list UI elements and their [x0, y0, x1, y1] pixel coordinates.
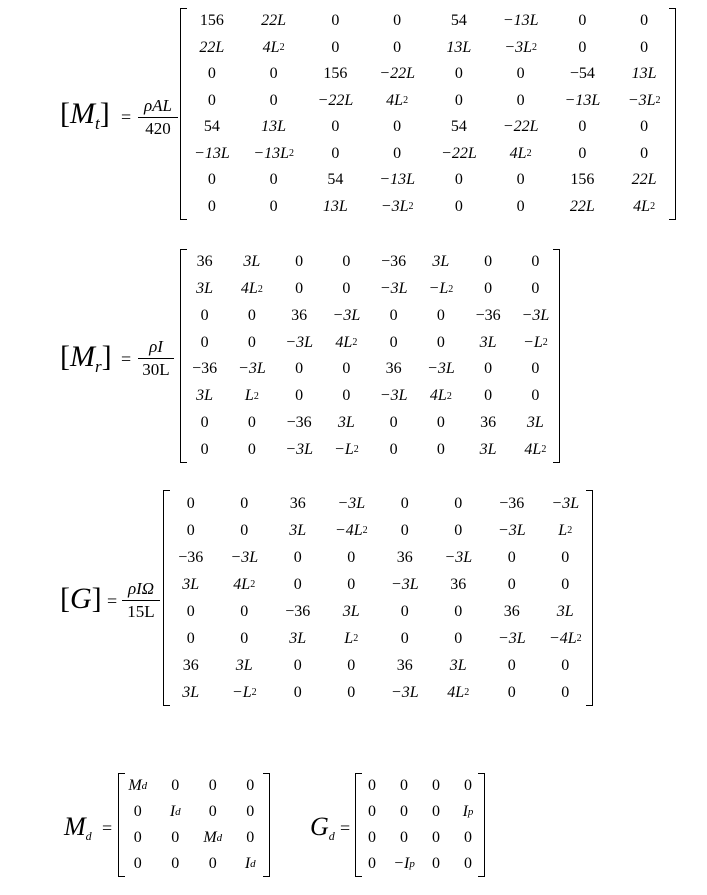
matrix-cell: 3L	[479, 440, 497, 458]
matrix-cell: 0	[640, 12, 649, 30]
matrix-cell: 0	[186, 629, 195, 647]
matrix-cell: 3L	[342, 602, 360, 620]
matrix-gd	[355, 773, 485, 877]
matrix-cell: 0	[171, 777, 180, 794]
matrix-cell: 156	[323, 65, 348, 83]
matrix-cell: 0	[295, 280, 304, 298]
matrix-cell: 0	[293, 548, 302, 566]
matrix-cell: −L 2	[428, 280, 454, 298]
matrix-cell: 0	[454, 602, 463, 620]
matrix-cell: −22L	[441, 144, 477, 162]
matrix-cell: −3L	[427, 360, 455, 378]
matrix-grid	[356, 773, 484, 877]
matrix-cell: 0	[207, 197, 216, 215]
matrix-cell: 0	[389, 306, 398, 324]
matrix-cell: 0	[464, 829, 472, 846]
matrix-cell: 4L 2	[524, 440, 547, 458]
matrix-cell: 22L	[261, 12, 287, 30]
matrix-cell: −3L	[238, 360, 266, 378]
matrix-cell: −22L	[502, 118, 539, 136]
matrix-cell: −3L	[390, 575, 419, 593]
matrix-cell: 0	[400, 829, 408, 846]
matrix-cell: 0	[208, 855, 217, 872]
matrix-cell: −3L 2	[627, 91, 661, 109]
matrix-cell: 0	[240, 629, 249, 647]
matrix-cell: 0	[436, 413, 445, 431]
matrix-cell: −3L	[497, 629, 526, 647]
matrix-cell: 36	[396, 548, 413, 566]
matrix-cell: 156	[199, 12, 224, 30]
matrix-cell: 0	[393, 118, 402, 136]
matrix-cell: 0	[454, 629, 463, 647]
matrix-grid	[181, 8, 675, 220]
matrix-cell: −36	[381, 253, 407, 271]
matrix-cell: M d	[203, 829, 223, 846]
matrix-cell: 4L 2	[262, 38, 285, 56]
matrix-cell: 0	[578, 38, 587, 56]
matrix-cell: 3L	[337, 413, 355, 431]
matrix-cell: 36	[396, 656, 413, 674]
matrix-cell: 0	[368, 855, 376, 872]
matrix-cell: −22L	[379, 65, 415, 83]
matrix-cell: −3L	[230, 548, 259, 566]
matrix-cell: 0	[578, 144, 587, 162]
matrix-cell: 36	[450, 575, 467, 593]
matrix-cell: −3L	[551, 494, 580, 512]
matrix-cell: −3L	[497, 521, 526, 539]
matrix-cell: 0	[246, 803, 255, 820]
matrix-cell: 0	[247, 413, 256, 431]
matrix-cell: 0	[432, 777, 440, 794]
matrix-cell: −L 2	[231, 683, 257, 701]
matrix-cell: 0	[393, 144, 402, 162]
matrix-cell: 0	[295, 253, 304, 271]
matrix-cell: 0	[247, 306, 256, 324]
matrix-cell: 0	[454, 91, 463, 109]
matrix-cell: 0	[208, 803, 217, 820]
matrix-cell: 0	[640, 38, 649, 56]
matrix-cell: −36	[192, 360, 218, 378]
matrix-cell: 54	[203, 118, 220, 136]
matrix-cell: 0	[389, 333, 398, 351]
matrix-cell: −3L	[379, 280, 408, 298]
matrix-cell: 4L 2	[633, 197, 656, 215]
matrix-cell: −54	[569, 65, 595, 83]
matrix-cell: 0	[389, 413, 398, 431]
matrix-cell: 0	[331, 144, 340, 162]
matrix-cell: 0	[393, 38, 402, 56]
matrix-cell: −3L 2	[504, 38, 537, 56]
matrix-cell: 3L	[182, 575, 200, 593]
matrix-cell: 0	[133, 855, 142, 872]
matrix-cell: 36	[480, 413, 497, 431]
matrix-cell: 0	[207, 65, 216, 83]
matrix-cell: 0	[133, 829, 142, 846]
matrix-cell: 0	[295, 360, 304, 378]
matrix-cell: I p	[462, 803, 474, 820]
matrix-cell: 0	[516, 91, 525, 109]
lhs-md: $M_d$	[64, 812, 92, 843]
matrix-cell: 0	[186, 602, 195, 620]
equals-sign: =	[121, 349, 132, 369]
matrix-cell: 0	[240, 602, 249, 620]
matrix-cell: −3L	[444, 548, 473, 566]
matrix-cell: 0	[246, 777, 255, 794]
matrix-cell: 0	[400, 494, 409, 512]
matrix-cell: 0	[432, 855, 440, 872]
matrix-cell: 0	[436, 306, 445, 324]
matrix-cell: 0	[400, 803, 408, 820]
matrix-cell: 0	[436, 333, 445, 351]
matrix-cell: −13L	[379, 171, 415, 189]
matrix-cell: 0	[293, 656, 302, 674]
matrix-cell: 3L	[235, 656, 253, 674]
matrix-cell: −4L 2	[334, 521, 368, 539]
matrix-grid	[119, 773, 269, 877]
matrix-cell: 0	[347, 548, 356, 566]
matrix-cell: −3L	[332, 306, 361, 324]
matrix-cell: 0	[368, 803, 376, 820]
matrix-cell: 0	[436, 440, 445, 458]
equals-sign: =	[107, 591, 118, 611]
matrix-cell: 22L	[631, 171, 657, 189]
matrix-cell: 0	[246, 829, 255, 846]
matrix-cell: 0	[578, 118, 587, 136]
matrix-cell: 0	[507, 683, 516, 701]
matrix-cell: 36	[291, 306, 308, 324]
fraction-mt: ρAL 420	[138, 95, 178, 140]
matrix-cell: 3L	[449, 656, 467, 674]
matrix-cell: 0	[393, 12, 402, 30]
matrix-cell: 0	[342, 280, 351, 298]
lhs-mt: $[M_t]$	[60, 97, 110, 133]
matrix-cell: I d	[244, 855, 256, 872]
matrix-cell: 0	[368, 829, 376, 846]
matrix-cell: 0	[507, 575, 516, 593]
matrix-cell: 36	[182, 656, 199, 674]
matrix-grid	[164, 490, 592, 706]
matrix-cell: 36	[385, 360, 402, 378]
matrix-cell: 54	[450, 12, 467, 30]
equals-sign: =	[121, 107, 132, 127]
matrix-cell: L 2	[244, 387, 259, 405]
matrix-cell: 54	[327, 171, 344, 189]
matrix-cell: 0	[208, 777, 217, 794]
matrix-cell: −36	[285, 602, 311, 620]
lhs-gd: $G_d$	[310, 812, 335, 843]
matrix-cell: −13L	[564, 91, 601, 109]
matrix-cell: 3L	[526, 413, 544, 431]
matrix-cell: 0	[531, 387, 540, 405]
matrix-cell: 0	[561, 656, 570, 674]
matrix-cell: 0	[400, 629, 409, 647]
matrix-cell: 4L 2	[335, 333, 358, 351]
matrix-mt	[180, 8, 676, 220]
matrix-cell: 3L	[556, 602, 574, 620]
matrix-cell: −3L	[521, 306, 550, 324]
matrix-mr	[180, 249, 560, 463]
matrix-cell: 0	[331, 118, 340, 136]
matrix-cell: 0	[640, 118, 649, 136]
matrix-cell: 3L	[196, 280, 214, 298]
lhs-mr: $[M_r]$	[60, 340, 112, 376]
fraction-mr: $\frac{\rho I}{30L}$	[138, 336, 174, 381]
matrix-cell: 0	[342, 360, 351, 378]
matrix-cell: 0	[531, 360, 540, 378]
matrix-cell: 3L	[196, 387, 214, 405]
matrix-cell: 4L 2	[240, 280, 263, 298]
matrix-cell: 0	[516, 197, 525, 215]
matrix-cell: M d	[128, 777, 148, 794]
matrix-cell: 0	[269, 171, 278, 189]
matrix-cell: 0	[454, 197, 463, 215]
matrix-cell: 0	[531, 253, 540, 271]
matrix-g	[163, 490, 593, 706]
matrix-cell: 0	[293, 683, 302, 701]
matrix-cell: 0	[295, 387, 304, 405]
matrix-cell: 13L	[631, 65, 657, 83]
matrix-cell: 0	[454, 65, 463, 83]
matrix-cell: 3L	[243, 253, 261, 271]
equals-sign: =	[102, 818, 113, 838]
matrix-cell: 0	[484, 360, 493, 378]
matrix-cell: 3L	[289, 521, 307, 539]
matrix-cell: 4L 2	[386, 91, 409, 109]
matrix-cell: 3L	[432, 253, 450, 271]
matrix-cell: 0	[484, 253, 493, 271]
matrix-cell: −3L	[285, 333, 313, 351]
matrix-cell: 54	[450, 118, 467, 136]
matrix-cell: 13L	[446, 38, 472, 56]
matrix-cell: 0	[207, 91, 216, 109]
fraction-g: ρIΩ 15L	[122, 578, 160, 623]
matrix-cell: −36	[286, 413, 312, 431]
matrix-cell: 4L 2	[429, 387, 452, 405]
matrix-cell: 0	[516, 171, 525, 189]
matrix-cell: 0	[269, 91, 278, 109]
matrix-cell: 36	[503, 602, 520, 620]
matrix-cell: 0	[516, 65, 525, 83]
matrix-cell: 0	[200, 413, 209, 431]
matrix-cell: 0	[293, 575, 302, 593]
matrix-cell: −36	[499, 494, 525, 512]
matrix-cell: 0	[200, 440, 209, 458]
matrix-cell: 0	[400, 602, 409, 620]
matrix-cell: 0	[432, 803, 440, 820]
matrix-cell: 0	[484, 387, 493, 405]
matrix-cell: 0	[240, 521, 249, 539]
matrix-cell: −36	[475, 306, 501, 324]
matrix-cell: 4L 2	[233, 575, 256, 593]
matrix-cell: 0	[484, 280, 493, 298]
matrix-cell: 0	[389, 440, 398, 458]
matrix-cell: 0	[400, 521, 409, 539]
matrix-cell: 0	[247, 440, 256, 458]
matrix-cell: −I p	[393, 855, 415, 872]
matrix-cell: 0	[454, 171, 463, 189]
matrix-cell: 0	[464, 855, 472, 872]
matrix-cell: 0	[269, 197, 278, 215]
matrix-cell: 0	[454, 521, 463, 539]
matrix-cell: I d	[169, 803, 181, 820]
matrix-cell: 3L	[289, 629, 307, 647]
matrix-cell: 0	[200, 333, 209, 351]
matrix-cell: −3L	[337, 494, 366, 512]
lhs-g: [G]	[60, 582, 102, 615]
matrix-cell: 22L	[569, 197, 595, 215]
matrix-cell: 0	[531, 280, 540, 298]
matrix-cell: 4L 2	[509, 144, 532, 162]
matrix-cell: L 2	[558, 521, 573, 539]
matrix-cell: 0	[240, 494, 249, 512]
matrix-cell: 36	[196, 253, 213, 271]
matrix-cell: 0	[454, 494, 463, 512]
matrix-cell: 13L	[322, 197, 348, 215]
matrix-cell: 0	[507, 548, 516, 566]
matrix-cell: 0	[464, 777, 472, 794]
matrix-cell: 36	[289, 494, 306, 512]
matrix-cell: 0	[561, 575, 570, 593]
matrix-cell: −36	[178, 548, 204, 566]
matrix-cell: 0	[331, 38, 340, 56]
matrix-cell: 0	[432, 829, 440, 846]
matrix-cell: −13L	[502, 12, 539, 30]
matrix-cell: 0	[561, 683, 570, 701]
matrix-cell: 0	[347, 683, 356, 701]
matrix-grid	[181, 249, 559, 463]
matrix-cell: 0	[578, 12, 587, 30]
matrix-md	[118, 773, 270, 877]
matrix-cell: 0	[347, 656, 356, 674]
matrix-cell: 0	[331, 12, 340, 30]
matrix-cell: 156	[570, 171, 595, 189]
matrix-cell: 0	[561, 548, 570, 566]
matrix-cell: 13L	[261, 118, 287, 136]
matrix-cell: −4L 2	[548, 629, 582, 647]
equals-sign: =	[340, 818, 351, 838]
matrix-cell: 0	[247, 333, 256, 351]
matrix-cell: 0	[640, 144, 649, 162]
matrix-cell: 0	[269, 65, 278, 83]
matrix-cell: 0	[186, 521, 195, 539]
matrix-cell: 0	[400, 777, 408, 794]
matrix-cell: −13L 2	[253, 144, 294, 162]
matrix-cell: −22L	[317, 91, 354, 109]
matrix-cell: −3L	[379, 387, 408, 405]
matrix-cell: 3L	[479, 333, 497, 351]
matrix-cell: L 2	[344, 629, 359, 647]
matrix-cell: 0	[507, 656, 516, 674]
matrix-cell: 0	[171, 855, 180, 872]
matrix-cell: 0	[186, 494, 195, 512]
matrix-cell: 3L	[182, 683, 200, 701]
matrix-cell: 4L 2	[447, 683, 470, 701]
matrix-cell: 0	[342, 253, 351, 271]
matrix-cell: 0	[171, 829, 180, 846]
matrix-cell: −3L	[285, 440, 313, 458]
matrix-cell: −3L 2	[380, 197, 414, 215]
matrix-cell: 0	[347, 575, 356, 593]
matrix-cell: 0	[133, 803, 142, 820]
matrix-cell: −13L	[194, 144, 230, 162]
matrix-cell: 0	[200, 306, 209, 324]
matrix-cell: 22L	[199, 38, 225, 56]
matrix-cell: 0	[342, 387, 351, 405]
matrix-cell: −3L	[390, 683, 419, 701]
matrix-cell: 0	[207, 171, 216, 189]
matrix-cell: −L 2	[523, 333, 548, 351]
matrix-cell: −L 2	[334, 440, 359, 458]
matrix-cell: 0	[368, 777, 376, 794]
